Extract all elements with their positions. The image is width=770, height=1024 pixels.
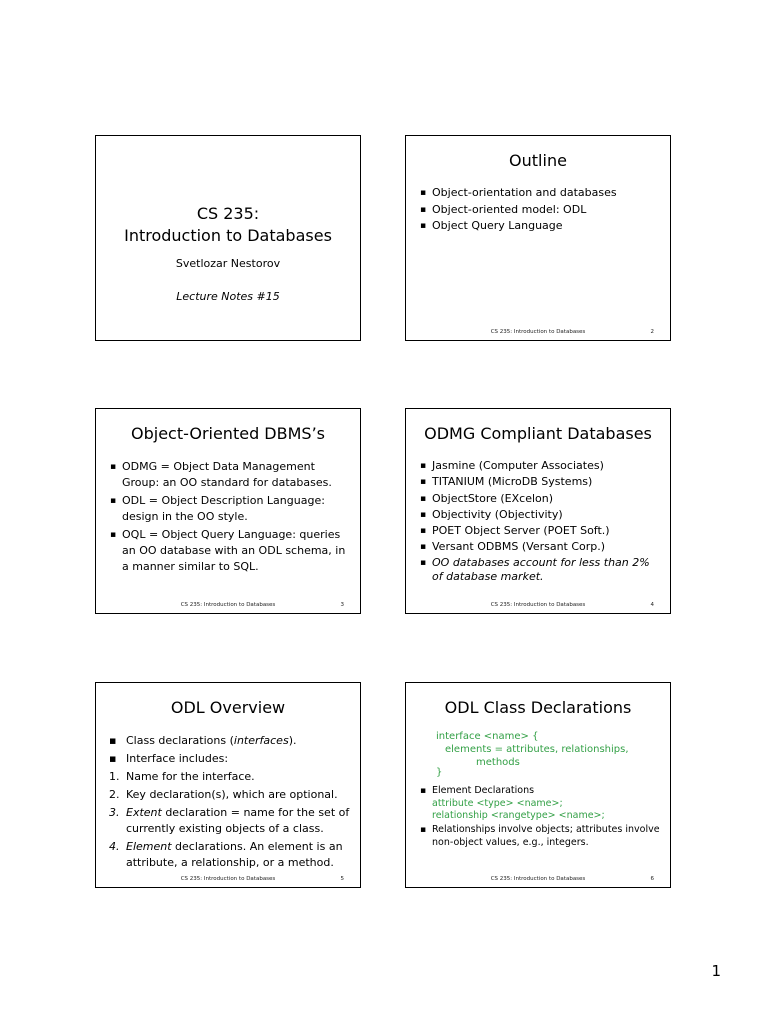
list-item bbox=[109, 805, 352, 837]
footer-text: CS 235: Introduction to Databases bbox=[490, 876, 586, 882]
slide-number: 5 bbox=[340, 876, 344, 882]
slide-6-bullet-1 bbox=[420, 785, 660, 798]
slide-number: 3 bbox=[340, 602, 344, 608]
slide-2-bullets bbox=[420, 185, 660, 235]
list-item bbox=[109, 751, 352, 767]
slide-5-list bbox=[109, 733, 352, 873]
bullet-item: ▪ Versant ODBMS (Versant Corp.) bbox=[420, 539, 660, 555]
slide-1-title-line1: CS 235: bbox=[196, 204, 260, 223]
list-marker: ▪ bbox=[109, 752, 117, 765]
text-run: ). bbox=[288, 734, 297, 747]
list-marker: 3. bbox=[109, 806, 120, 819]
slide-6-title: ODL Class Declarations bbox=[444, 698, 632, 717]
bullet-item: ▪ Objectivity (Objectivity) bbox=[420, 507, 660, 523]
slide-4-title: ODMG Compliant Databases bbox=[424, 424, 652, 443]
footer-text: CS 235: Introduction to Databases bbox=[180, 876, 276, 882]
bullet-item: ▪ POET Object Server (POET Soft.) bbox=[420, 523, 660, 539]
list-marker: ▪ bbox=[109, 734, 117, 747]
slide-4 bbox=[405, 408, 671, 614]
slide-6-bullet-2 bbox=[420, 824, 660, 849]
slide-5-title: ODL Overview bbox=[170, 698, 286, 717]
bullet-item: ▪ Element Declarations bbox=[420, 785, 660, 798]
bullet-item: ▪ Object-orientation and databases bbox=[420, 185, 660, 202]
italic-run: Extent bbox=[126, 806, 162, 819]
slide-1-author: Svetlozar Nestorov bbox=[175, 257, 281, 270]
code-line-elements: elements = attributes, relationships, bbox=[445, 744, 629, 755]
slide-4-bullets bbox=[420, 458, 660, 584]
code-line-interface: interface <name> { bbox=[436, 731, 539, 742]
text-run: Key declaration(s), which are optional. bbox=[126, 788, 338, 801]
text-run: declarations. An element is an attribute, a relationship, or a method. bbox=[126, 840, 343, 869]
bullet-item: ▪ OQL = Object Query Language: queries an OO database with an ODL schema, in a manner similar to SQL. bbox=[110, 527, 350, 575]
text-run: declaration = name for the set of currently existing objects of a class. bbox=[126, 806, 350, 835]
slide-3 bbox=[95, 408, 361, 614]
bullet-item: ▪ ODL = Object Description Language: design in the OO style. bbox=[110, 493, 350, 525]
bullet-item: ▪ ODMG = Object Data Management Group: an OO standard for databases. bbox=[110, 459, 350, 491]
slide-number: 4 bbox=[650, 602, 654, 608]
code-line-close-brace: } bbox=[436, 767, 443, 778]
bullet-item: ▪ Object-oriented model: ODL bbox=[420, 202, 660, 219]
list-marker: 2. bbox=[109, 788, 120, 801]
slide-1-title-line2: Introduction to Databases bbox=[124, 226, 332, 245]
slide-6 bbox=[405, 682, 671, 888]
footer-text: CS 235: Introduction to Databases bbox=[490, 329, 586, 335]
italic-run: interfaces bbox=[233, 734, 289, 747]
page-number: 1 bbox=[711, 962, 721, 980]
list-item bbox=[109, 839, 352, 871]
bullet-item: ▪ Jasmine (Computer Associates) bbox=[420, 458, 660, 474]
code-line-relationship: relationship <rangetype> <name>; bbox=[432, 810, 605, 821]
code-line-attribute: attribute <type> <name>; bbox=[432, 798, 563, 809]
italic-run: Element bbox=[126, 840, 172, 853]
bullet-item: ▪ ObjectStore (EXcelon) bbox=[420, 491, 660, 507]
list-marker: 1. bbox=[109, 770, 120, 783]
list-item bbox=[109, 787, 352, 803]
slide-2-title: Outline bbox=[509, 151, 567, 170]
bullet-item: ▪ Relationships involve objects; attributes involve non-object values, e.g., integers. bbox=[420, 824, 660, 849]
slide-2 bbox=[405, 135, 671, 341]
slide-number: 2 bbox=[650, 329, 654, 335]
footer-text: CS 235: Introduction to Databases bbox=[490, 602, 586, 608]
text-run: Class declarations ( bbox=[126, 734, 234, 747]
bullet-item-market-share: ▪ OO databases account for less than 2% of database market. bbox=[420, 556, 660, 584]
bullet-item: ▪ TITANIUM (MicroDB Systems) bbox=[420, 474, 660, 490]
text-run: Name for the interface. bbox=[126, 770, 255, 783]
footer-text: CS 235: Introduction to Databases bbox=[180, 602, 276, 608]
slide-3-bullets bbox=[110, 459, 350, 577]
slide-1-title bbox=[96, 203, 360, 247]
code-line-methods: methods bbox=[476, 757, 520, 768]
list-marker: 4. bbox=[109, 840, 120, 853]
slide-1 bbox=[95, 135, 361, 341]
slide-1-lecture: Lecture Notes #15 bbox=[176, 290, 280, 303]
slide-5 bbox=[95, 682, 361, 888]
list-item bbox=[109, 733, 352, 749]
text-run: Interface includes: bbox=[126, 752, 229, 765]
list-item bbox=[109, 769, 352, 785]
slide-number: 6 bbox=[650, 876, 654, 882]
bullet-item: ▪ Object Query Language bbox=[420, 218, 660, 235]
slide-3-title: Object-Oriented DBMS’s bbox=[131, 424, 325, 443]
